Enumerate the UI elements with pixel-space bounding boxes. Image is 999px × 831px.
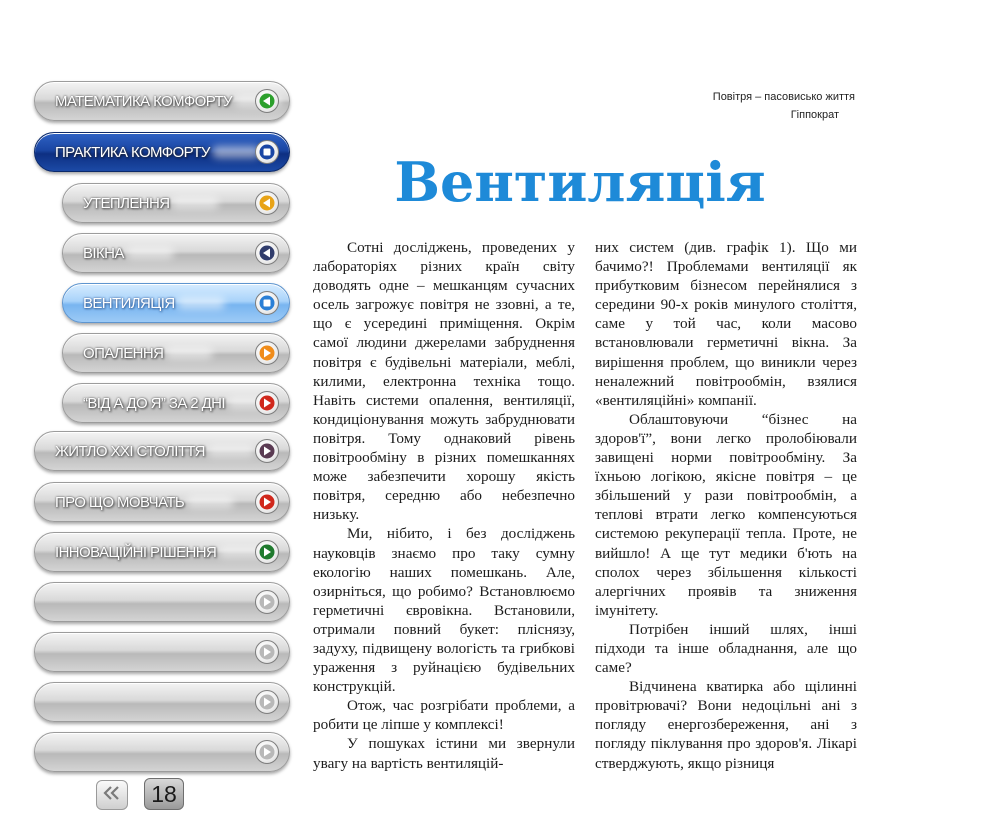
menu-item-label: ПРО ЩО МОВЧАТЬ (55, 483, 234, 521)
paragraph: Облаштовуючи “бізнес на здоров'ї”, вони легко пролобіювали завищені норми повітрообміну. За їхньою логікою, якісне повітря – це збільшений у рази повітрообмін, а теплові втрати легко компенсуються системою рекуперації тепла. Проте, не вийшло! А ще тут медики б'ють на сполох через збільшення кількості алергічних проявів та зниження імунітету. (595, 410, 857, 619)
menu-item-label: УТЕПЛЕННЯ (83, 184, 219, 222)
menu-item-label: ОПАЛЕННЯ (83, 334, 213, 372)
menu-item-label: ВІКНА (83, 234, 174, 272)
arrow-right-icon (255, 439, 279, 463)
stop-icon (255, 140, 279, 164)
arrow-right-icon (255, 490, 279, 514)
arrow-left-icon (255, 241, 279, 265)
menu-item-21st-century[interactable] (34, 431, 290, 471)
back-to-start-button[interactable] (96, 780, 128, 810)
menu-item-innovations[interactable] (34, 532, 290, 572)
menu-item-empty[interactable] (34, 632, 290, 672)
paragraph: Отож, час розгрібати проблеми, а робити це ліпше у комплексі! (313, 697, 575, 734)
article-column-2 (595, 238, 857, 773)
page-title: Вентиляція (394, 150, 766, 214)
arrow-right-icon (255, 391, 279, 415)
menu-item-empty[interactable] (34, 732, 290, 772)
paragraph: них систем (див. графік 1). Що ми бачимо?! Проблемами вентиляції як прибутковим бізнесом перейнялися з середини 90-х років минулого століття, саме у той час, коли масово встановлювали герметичні вікна. За вирішення проблем, що виникли через неналежний повітрообмін, взялися «вентиляційні» компанії. (595, 239, 857, 409)
arrow-right-icon (255, 690, 279, 714)
double-chevron-left-icon (102, 785, 122, 806)
arrow-left-icon (255, 89, 279, 113)
page-number: 18 (144, 778, 184, 810)
menu-item-label: ІННОВАЦІЙНІ РІШЕННЯ (55, 533, 266, 571)
arrow-right-icon (255, 341, 279, 365)
paragraph: Потрібен інший шлях, інші підходи та інше обладнання, але що саме? (595, 620, 857, 677)
epigraph-quote: Повітря – пасовисько життя (712, 91, 855, 103)
article-column-1 (313, 238, 575, 773)
arrow-left-icon (255, 191, 279, 215)
menu-item-insulation[interactable] (62, 183, 290, 223)
arrow-right-icon (255, 540, 279, 564)
epigraph-author: Гіппократ (790, 109, 839, 121)
menu-item-label: ВЕНТИЛЯЦІЯ (83, 284, 225, 322)
paragraph: У пошуках істини ми звернули увагу на вартість вентиляцій- (313, 735, 575, 772)
menu-item-windows[interactable] (62, 233, 290, 273)
menu-item-empty[interactable] (34, 682, 290, 722)
menu-item-label: МАТЕМАТИКА КОМФОРТУ (55, 82, 282, 120)
menu-item-silence[interactable] (34, 482, 290, 522)
menu-item-label: “ВІД А ДО Я” ЗА 2 ДНІ (83, 384, 275, 422)
arrow-right-icon (255, 740, 279, 764)
menu-item-comfort-practice[interactable] (34, 132, 290, 172)
menu-item-label: ЖИТЛО ХХІ СТОЛІТТЯ (55, 432, 255, 470)
paragraph: Ми, нібито, і без досліджень науковців знаємо про таку сумну екологію наших помешкань. Але, озирніться, що робимо? Встановлюємо герметичні євровікна. Встановили, отримали повний букет: пліснязу, задуху, підвищену вологість та грибкові ураження з руйнацією будівельних конструкцій. (313, 525, 575, 696)
menu-item-ventilation[interactable] (62, 283, 290, 323)
menu-item-label: ПРАКТИКА КОМФОРТУ (55, 133, 260, 171)
arrow-right-icon (255, 640, 279, 664)
arrow-right-icon (255, 590, 279, 614)
menu-item-heating[interactable] (62, 333, 290, 373)
menu-item-empty[interactable] (34, 582, 290, 622)
stop-icon (255, 291, 279, 315)
paragraph: Сотні досліджень, проведених у лабораторіях різних країн світу доводять одне – мешканцям сучасних осель загрожує повітря не ззовні, а те, що є усередині приміщення. Окрім самої людини джерелами забруднення повітря є будівельні матеріали, меблі, килими, електронна техніка тощо. Навіть системи опалення, вентиляції, кондиціонування можуть забруднювати повітря. Тому однаковий рівень повітрообміну в різних помешканнях може забезпечити хорошу якість повітря, середню або небезпечно низьку. (313, 239, 575, 524)
epigraph (713, 88, 855, 124)
menu-item-comfort-math[interactable] (34, 81, 290, 121)
paragraph: Відчинена кватирка або щілинні провітрювачі? Вони недоцільні ані з погляду енергозбереження, ані з погляду піклування про здоров'я. Лікарі стверджують, якщо різниця (595, 678, 857, 772)
menu-item-a-to-z[interactable] (62, 383, 290, 423)
